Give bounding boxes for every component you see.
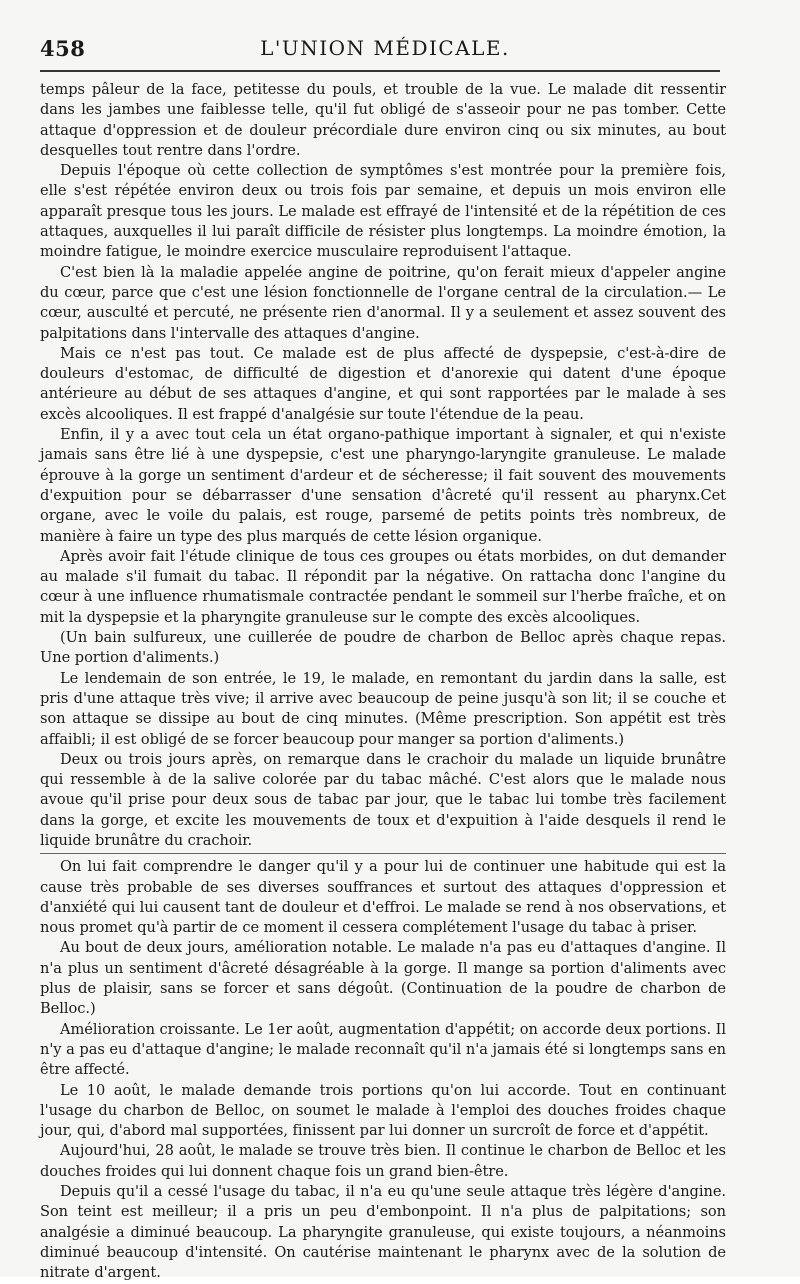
paragraph: Après avoir fait l'étude clinique de tous ces groupes ou états morbides, on dut demander au malade s'il fumait du tabac. Il répondit par la négative. On rattacha donc l'angine du cœur à une influence rhumatismale contractée pendant le sommeil sur l'herbe fraîche, et on mit la dyspepsie et la pharyngite granuleuse sur le compte des excès alcooliques.: [40, 547, 726, 626]
paragraph: Deux ou trois jours après, on remarque dans le crachoir du malade un liquide brunâtre qui ressemble à de la salive colorée par du tabac mâché. C'est alors que le malade nous avoue qu'il prise pour deux sous de tabac par jour, que le tabac lui tombe très facilement dans la gorge, et excite les mouvements de toux et d'expuition à l'aide desquels il rend le liquide brunâtre du crachoir.: [40, 750, 726, 849]
page-number: 458: [40, 36, 86, 61]
paragraph: Le 10 août, le malade demande trois portions qu'on lui accorde. Tout en continuant l'usage du charbon de Belloc, on soumet le malade à l'emploi des douches froides chaque jour, qui, d'abord mal supportées, finissent par lui donner un surcroît de force et d'appétit.: [40, 1081, 726, 1140]
paragraph: Aujourd'hui, 28 août, le malade se trouve très bien. Il continue le charbon de Belloc et les douches froides qui lui donnent chaque fois un grand bien-être.: [40, 1142, 726, 1180]
paragraph: Depuis qu'il a cessé l'usage du tabac, il n'a eu qu'une seule attaque très légère d'angine. Son teint est meilleur; il a pris un peu d'embonpoint. Il n'a plus de palpitations; son analgésie a diminué beaucoup. La pharyngite granuleuse, qui existe toujours, a néanmoins diminué beaucoup d'intensité. On cautérise maintenant le pharynx avec de la solution de nitrate d'argent.: [40, 1183, 726, 1282]
paragraph: C'est bien là la maladie appelée angine de poitrine, qu'on ferait mieux d'appeler angine du cœur, parce que c'est une lésion fonctionnelle de l'organe central de la circulation.— Le cœur, ausculté et percuté, ne présente rien d'anormal. Il y a seulement et assez souvent des palpitations dans l'intervalle des attaques d'angine.: [40, 263, 726, 342]
body-text: [40, 80, 726, 1284]
running-title: L'UNION MÉDICALE.: [260, 36, 510, 60]
paragraph: Enfin, il y a avec tout cela un état organo-pathique important à signaler, et qui n'existe jamais sans être lié à une dyspepsie, c'est une pharyngo-laryngite granuleuse. Le malade éprouve à la gorge un sentiment d'ardeur et de sécheresse; il fait souvent des mouvements d'expuition pour se débarrasser d'une sensation d'âcreté qu'il ressent au pharynx.Cet organe, avec le voile du palais, est rouge, parsemé de petits points très nombreux, de manière à faire un type des plus marqués de cette lésion organique.: [40, 426, 726, 545]
page-header: [40, 36, 730, 64]
paragraph: Depuis l'époque où cette collection de symptômes s'est montrée pour la première fois, elle s'est répétée environ deux ou trois fois par semaine, et depuis un mois environ elle apparaît presque tous les jours. Le malade est effrayé de l'intensité et de la répétition de ces attaques, auxquelles il lui paraît difficile de résister plus longtemps. La moindre émotion, la moindre fatigue, le moindre exercice musculaire reproduisent l'attaque.: [40, 162, 726, 261]
paragraph: On lui fait comprendre le danger qu'il y a pour lui de continuer une habitude qui est la cause très probable de ses diverses souffrances et surtout des attaques d'oppression et d'anxiété qui lui causent tant de douleur et d'effroi. Le malade se rend à nos observations, et nous promet qu'à partir de ce moment il cessera complétement l'usage du tabac à priser.: [40, 858, 726, 937]
header-rule: [40, 70, 720, 72]
paragraph: Mais ce n'est pas tout. Ce malade est de plus affecté de dyspepsie, c'est-à-dire de douleurs d'estomac, de difficulté de digestion et d'anorexie qui datent d'une époque antérieure au début de ses attaques d'angine, et qui sont rapportées par le malade à ses excès alcooliques. Il est frappé d'analgésie sur toute l'étendue de la peau.: [40, 344, 726, 423]
separator-rule: [40, 853, 726, 854]
paragraph: (Un bain sulfureux, une cuillerée de poudre de charbon de Belloc après chaque repas. Une portion d'aliments.): [40, 629, 726, 667]
paragraph: Le lendemain de son entrée, le 19, le malade, en remontant du jardin dans la salle, est pris d'une attaque très vive; il arrive avec beaucoup de peine jusqu'à son lit; il se couche et son attaque se dissipe au bout de cinq minutes. (Même prescription. Son appétit est très affaibli; il est obligé de se forcer beaucoup pour manger sa portion d'aliments.): [40, 669, 726, 748]
paragraph: temps pâleur de la face, petitesse du pouls, et trouble de la vue. Le malade dit ressentir dans les jambes une faiblesse telle, qu'il fut obligé de s'asseoir pour ne pas tomber. Cette attaque d'oppression et de douleur précordiale dure environ cinq ou six minutes, au bout desquelles tout rentre dans l'ordre.: [40, 81, 726, 159]
paragraph: Au bout de deux jours, amélioration notable. Le malade n'a pas eu d'attaques d'angine. Il n'a plus un sentiment d'âcreté désagréable à la gorge. Il mange sa portion d'aliments avec plus de plaisir, sans se forcer et sans dégoût. (Continuation de la poudre de charbon de Belloc.): [40, 939, 726, 1018]
paragraph: Amélioration croissante. Le 1er août, augmentation d'appétit; on accorde deux portions. Il n'y a pas eu d'attaque d'angine; le malade reconnaît qu'il n'a jamais été si longtemps sans en être affecté.: [40, 1020, 726, 1079]
